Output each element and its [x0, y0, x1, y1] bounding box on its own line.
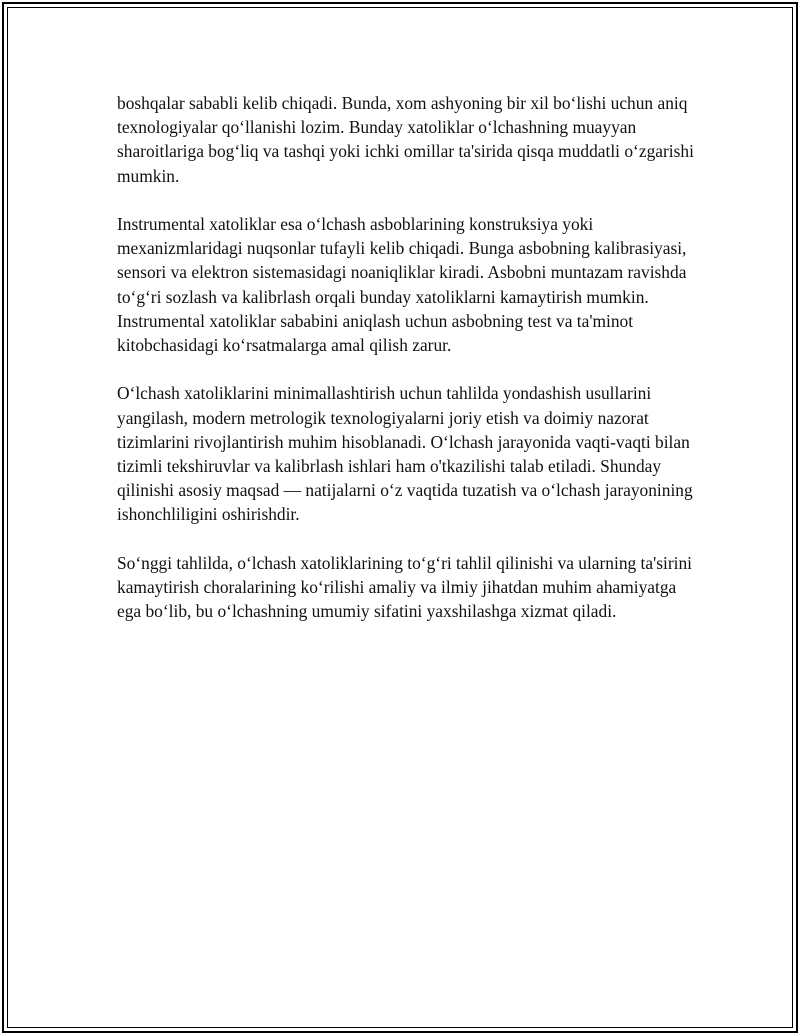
paragraph-2: Instrumental xatoliklar esa o‘lchash asboblarining konstruksiya yoki mexanizmlaridagi nuqsonlar tufayli kelib chiqadi. Bunga asbobning kalibrasiyasi, sensori va elektron sistemasidagi noaniqliklar kiradi. Asbobni muntazam ravishda to‘g‘ri sozlash va kalibrlash orqali bunday xatoliklarni kamaytirish mumkin. Instrumental xatoliklar sababini aniqlash uchun asbobning test va ta'minot kitobchasidagi ko‘rsatmalarga amal qilish zarur. [117, 214, 687, 356]
paragraph-4: So‘nggi tahlilda, o‘lchash xatoliklarining to‘g‘ri tahlil qilinishi va ularning ta'sirini kamaytirish choralarining ko‘rilishi amaliy va ilmiy jihatdan muhim ahamiyatga ega bo‘lib, bu o‘lchashning umumiy sifatini yaxshilashga xizmat qiladi. [117, 552, 692, 622]
document-body [117, 91, 697, 648]
paragraph-3: O‘lchash xatoliklarini minimallashtirish uchun tahlilda yondashish usullarini yangilash, modern metrologik texnologiyalarni joriy etish va doimiy nazorat tizimlarini rivojlantirish muhim hisoblanadi. O‘lchash jarayonida vaqti-vaqti bilan tizimli tekshiruvlar va kalibrlash ishlari ham o'tkazilishi talab etiladi. Shunday qilinishi asosiy maqsad — natijalarni o‘z vaqtida tuzatish va o‘lchash jarayonining ishonchliligini oshirishdir. [117, 383, 693, 525]
paragraph-1: boshqalar sababli kelib chiqadi. Bunda, xom ashyoning bir xil bo‘lishi uchun aniq texnologiyalar qo‘llanishi lozim. Bunday xatoliklar o‘lchashning muayyan sharoitlariga bog‘liq va tashqi yoki ichki omillar ta'sirida qisqa muddatli o‘zgarishi mumkin. [117, 93, 694, 186]
